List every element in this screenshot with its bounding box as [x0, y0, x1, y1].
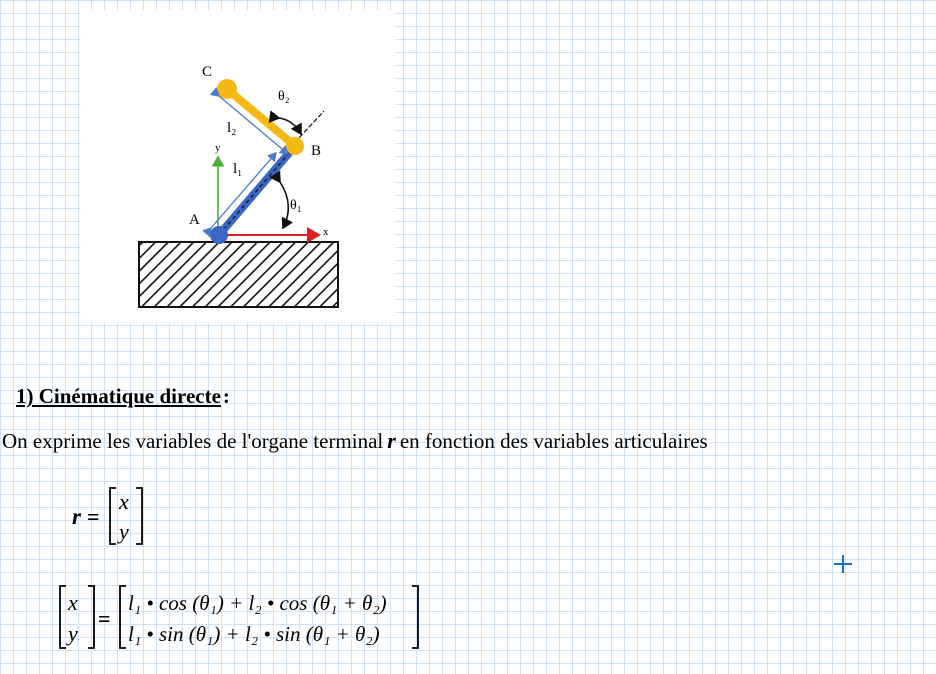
joint-b [286, 137, 304, 155]
equation-forward-kinematics[interactable] [56, 582, 426, 654]
eq2-equals: = [98, 606, 111, 631]
section-heading [16, 384, 230, 409]
link1-dash-line [219, 146, 295, 235]
eq2-rhs-row-2: l₁ • sin (θ₁) + l₂ • sin (θ₁ + θ₂) [128, 622, 380, 646]
eq2-lhs-left-bracket [60, 586, 66, 648]
intro-sentence [2, 428, 708, 454]
section-heading-text: 1) Cinématique directe [16, 384, 221, 408]
sentence-part-1: On exprime les variables de l'organe terminal [2, 429, 384, 453]
point-b-label: B [311, 143, 322, 159]
sentence-part-2: en fonction des variables articulaires [399, 429, 708, 453]
l1-dimension-arrow [211, 153, 276, 228]
plus-cursor-icon[interactable] [832, 553, 854, 575]
joint-a [210, 226, 228, 244]
x-axis-label: x [323, 226, 329, 238]
sentence-variable-r: r [387, 428, 396, 453]
eq1-row-y: y [119, 519, 129, 544]
robot-arm-figure [81, 10, 395, 323]
eq1-left-bracket [110, 488, 116, 544]
eq1-row-x: x [119, 489, 129, 514]
l2-label: l₂ [227, 120, 237, 136]
ground-block [139, 242, 338, 307]
robot-arm-diagram [81, 10, 395, 323]
eq2-lhs-row-y: y [68, 621, 78, 646]
eq2-lhs-right-bracket [88, 586, 94, 648]
eq1-equals: = [87, 504, 100, 529]
equation-r-definition[interactable] [60, 484, 170, 550]
theta1-label: θ₁ [290, 198, 302, 213]
eq2-rhs-row-1: l₁ • cos (θ₁) + l₂ • cos (θ₁ + θ₂) [128, 591, 387, 615]
point-a-label: A [189, 212, 200, 228]
theta1-arc-arrow [280, 182, 288, 228]
l1-label: l₁ [233, 161, 243, 177]
point-c-label: C [202, 64, 213, 80]
eq1-lhs-r: r [72, 504, 81, 529]
eq1-right-bracket [136, 488, 142, 544]
section-heading-colon: : [222, 384, 230, 408]
y-axis-label: y [215, 142, 221, 154]
eq2-rhs-left-bracket [120, 586, 126, 648]
eq2-lhs-row-x: x [68, 590, 78, 615]
eq2-rhs-right-bracket [412, 586, 418, 648]
theta2-label: θ₂ [278, 89, 290, 104]
